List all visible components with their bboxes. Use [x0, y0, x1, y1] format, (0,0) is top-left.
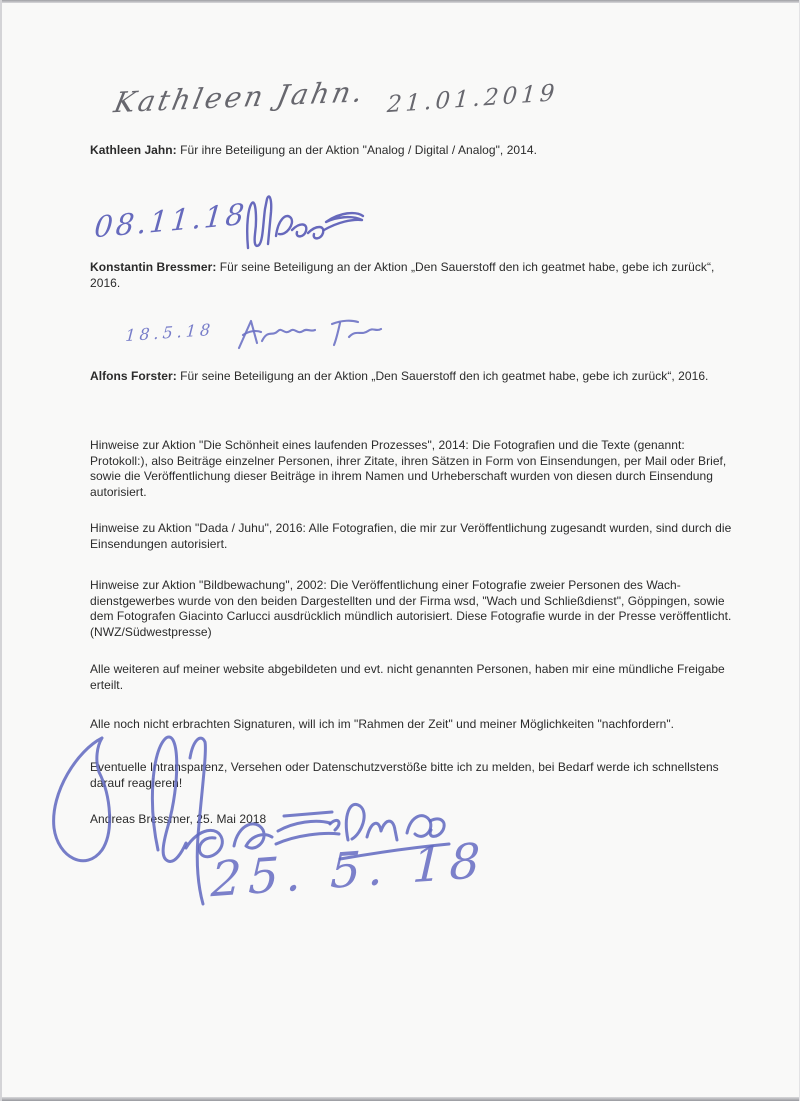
- scan-edge-left: [0, 0, 2, 1101]
- paragraph-signaturen-nachfordern: Alle noch nicht erbrachten Signaturen, will ich im "Rahmen der Zeit" und meiner Möglichkeiten "nachfordern".: [90, 717, 675, 731]
- closing-line-andreas-bressmer: Andreas Bressmer, 25. Mai 2018: [90, 812, 267, 826]
- scan-edge-top: [0, 0, 800, 3]
- handwritten-date-alfons-forster: 18.5.18: [124, 319, 215, 346]
- entry-name: Konstantin Bressmer:: [90, 260, 217, 274]
- handwritten-date-kathleen-jahn: 21.01.2019: [386, 80, 560, 119]
- handwritten-date-konstantin-bressmer: 08.11.18: [92, 196, 249, 245]
- entry-konstantin-bressmer: [90, 260, 745, 291]
- entry-alfons-forster: [90, 369, 745, 385]
- handwritten-signature-kathleen-jahn: Kathleen Jahn.: [111, 75, 369, 120]
- entry-text: Für ihre Beteiligung an der Aktion "Analog / Digital / Analog", 2014.: [180, 143, 537, 157]
- entry-name: Kathleen Jahn:: [90, 143, 177, 157]
- handwritten-signature-konstantin-bressmer: [240, 194, 365, 252]
- handwritten-signature-andreas-bressmer: [40, 728, 450, 933]
- scan-edge-bottom: [0, 1097, 800, 1101]
- entry-name: Alfons Forster:: [90, 369, 177, 383]
- entry-kathleen-jahn: [90, 143, 745, 159]
- entry-text: Für seine Beteiligung an der Aktion „Den Sauerstoff den ich geatmet habe, gebe ich zurück“, 2016.: [90, 260, 715, 290]
- handwritten-date-andreas-bressmer: 25. 5. 18: [210, 832, 489, 909]
- paragraph-hinweise-dada-juhu: Hinweise zu Aktion "Dada / Juhu", 2016: Alle Fotografien, die mir zur Veröffentlichung zugesandt wurden, sind durch die Einsendungen autorisiert.: [90, 521, 732, 551]
- handwritten-signature-alfons-forster: [234, 315, 384, 355]
- paragraph-muendliche-freigabe: Alle weiteren auf meiner website abgebildeten und evt. nicht genannten Personen, haben mir eine mündliche Freigabe erteilt.: [90, 662, 725, 692]
- entry-text: Für seine Beteiligung an der Aktion „Den Sauerstoff den ich geatmet habe, gebe ich zurück“, 2016.: [180, 369, 709, 383]
- paragraph-hinweise-bildbewachung: Hinweise zur Aktion "Bildbewachung", 2002: Die Veröffentlichung einer Fotografie zweier Personen des Wach-dienstgewerbes wurde von den beiden Dargestellten und der Firma wsd, "Wach und Schließdienst", Göppingen, sowie dem Fotografen Giacinto Carlucci ausdrücklich mündlich autorisiert. Diese Fotografie wurde in der Presse veröffentlicht. (NWZ/Südwestpresse): [90, 578, 732, 639]
- paragraph-hinweise-schoenheit-prozesses: Hinweise zur Aktion "Die Schönheit eines laufenden Prozesses", 2014: Die Fotografien und die Texte (genannt: Protokoll:), also Beiträge einzelner Personen, ihrer Zitate, ihren Sätzen in Form von Einsendungen, per Mail oder Brief, sowie die Veröffentlichung dieser Beiträge in ihrem Namen und Urheberschaft wurden von diesen durch Einsendung autorisiert.: [90, 438, 727, 499]
- paragraph-intransparenz-melden: Eventuelle Intransparenz, Versehen oder Datenschutzverstöße bitte ich zu melden, bei Bedarf werde ich schnellstens darauf reagieren!: [90, 760, 719, 790]
